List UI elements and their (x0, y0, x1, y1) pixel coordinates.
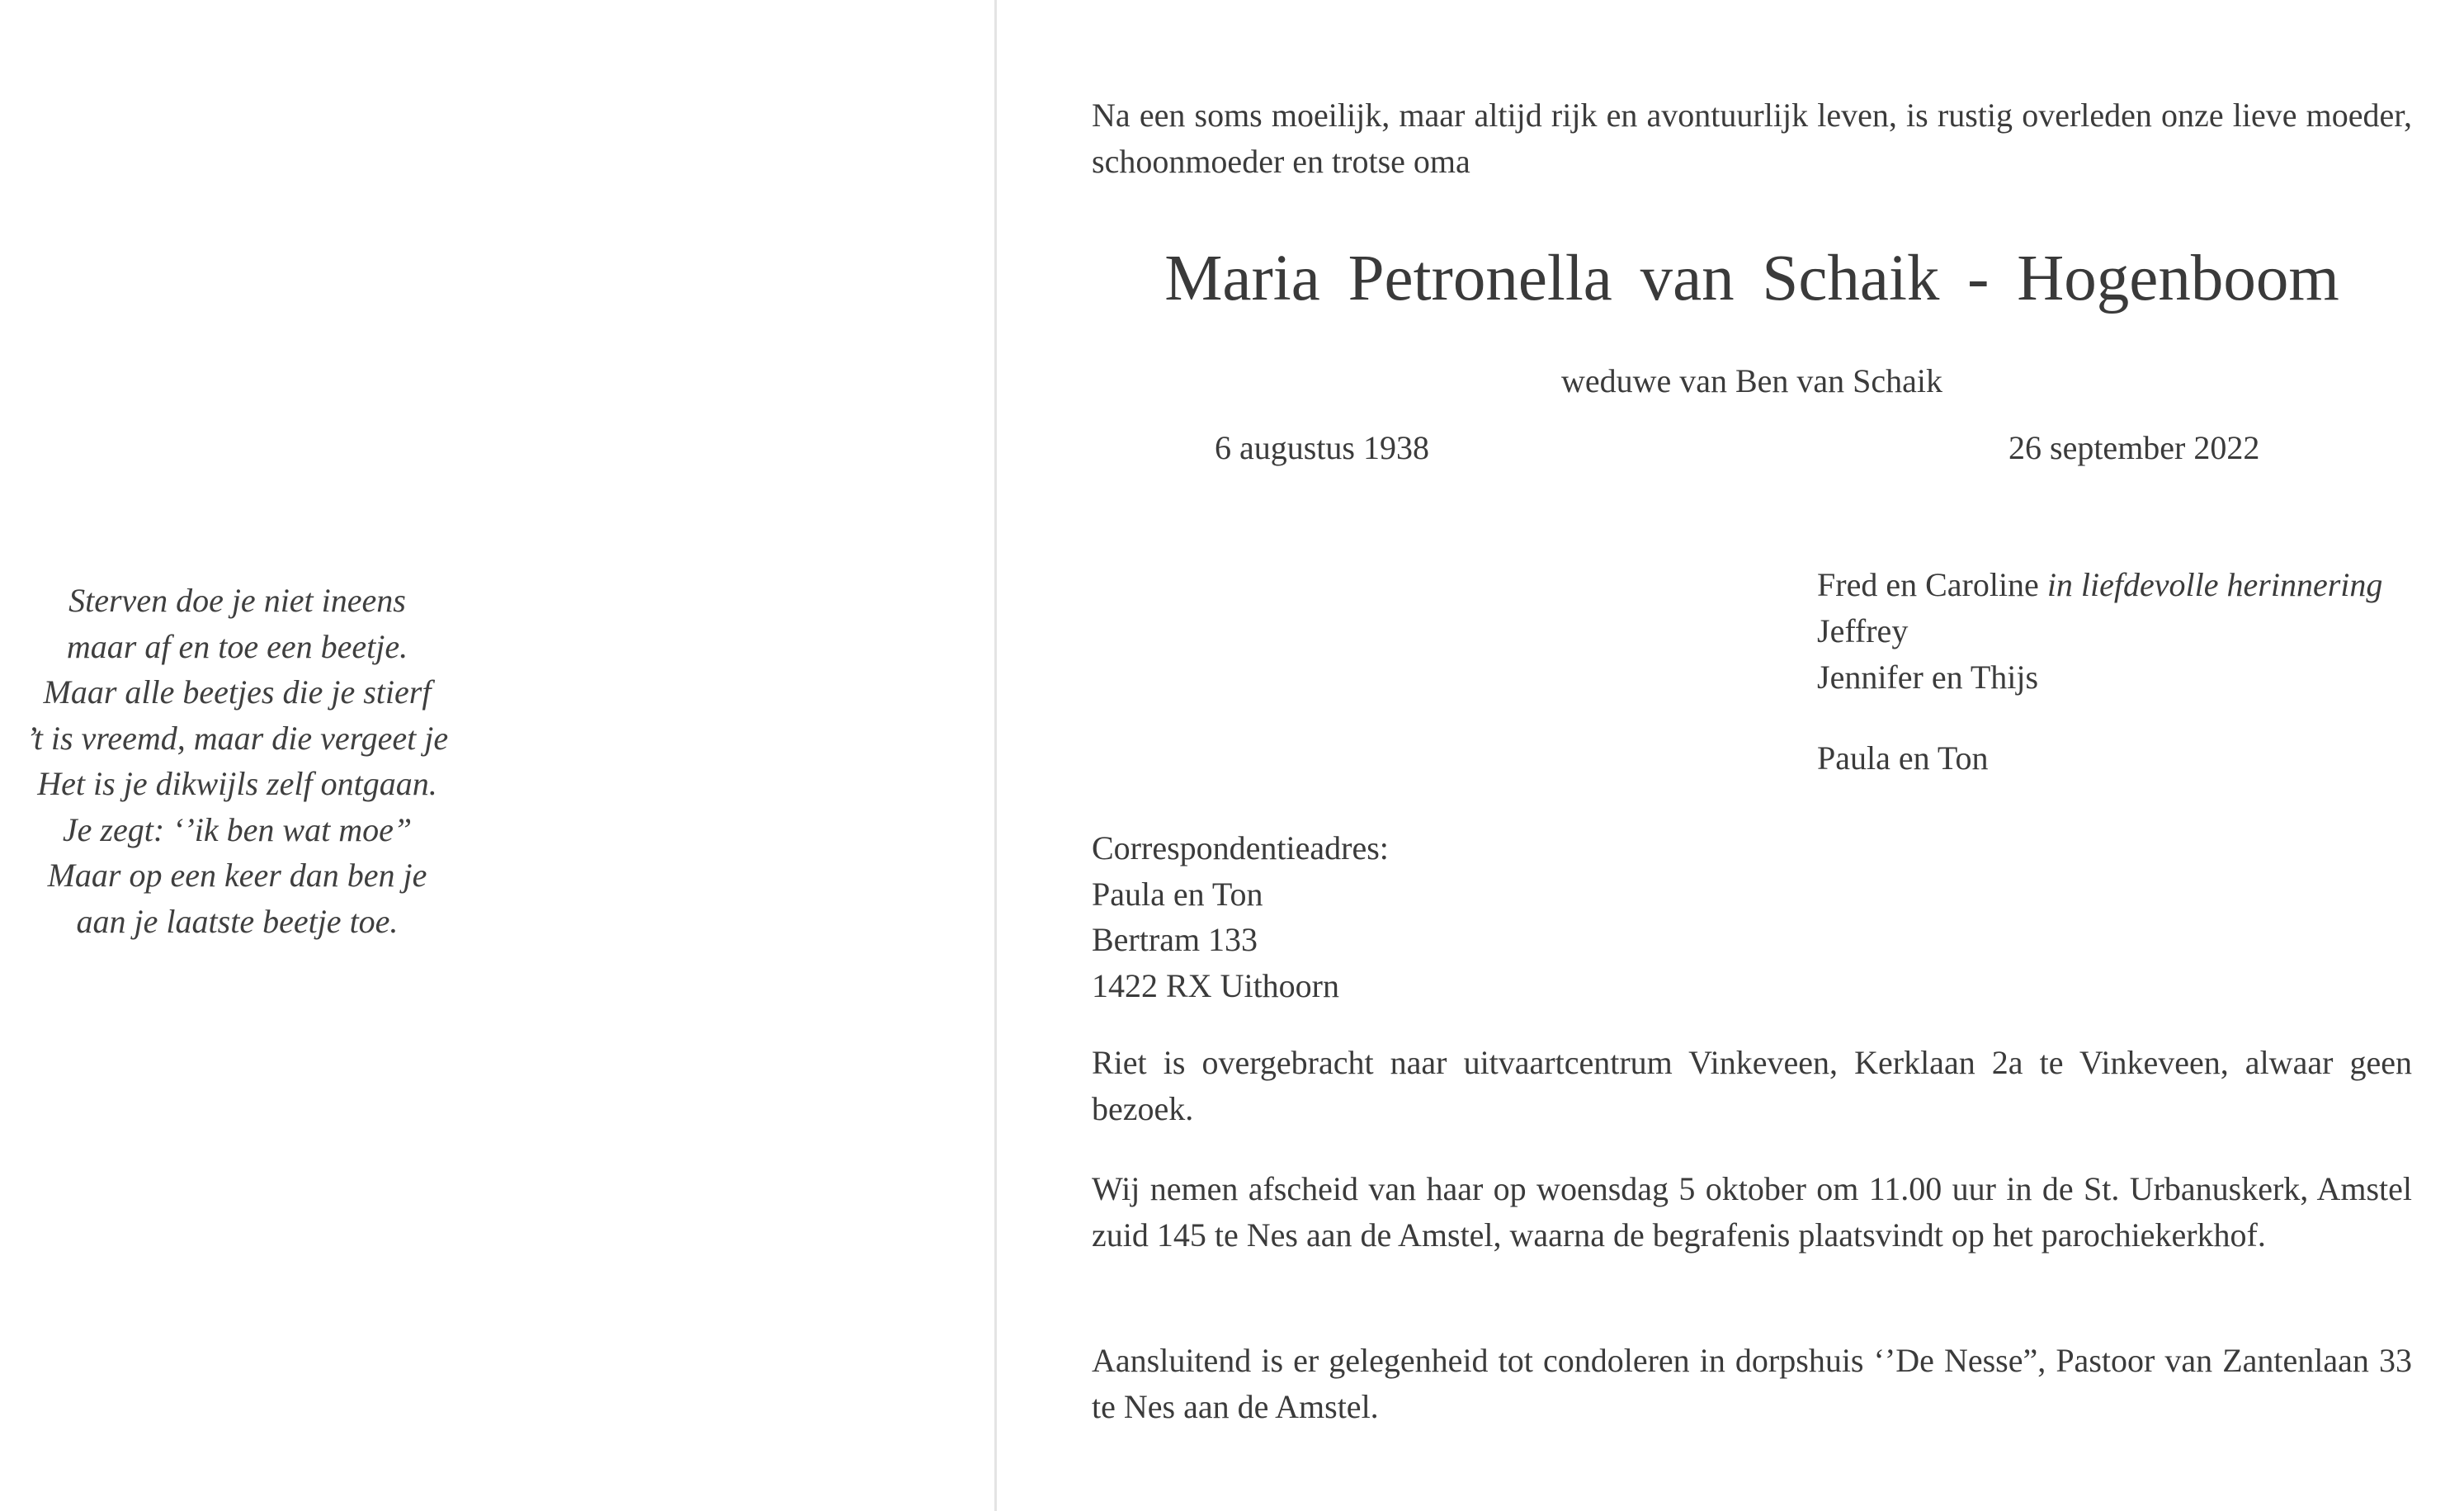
remembrance-note: in liefdevolle herinnering (2046, 566, 2383, 603)
poem-line: aan je laatste beetje toe. (76, 902, 399, 940)
poem-line: Het is je dikwijls zelf ontgaan. (37, 765, 437, 802)
poem-line: Maar alle beetjes die je stierf (43, 673, 432, 711)
poem-line: ’t is vreemd, maar die vergeet je (26, 719, 449, 757)
fold-divider (994, 0, 997, 1511)
farewell-paragraph: Wij nemen afscheid van haar op woensdag 5 oktober om 11.00 uur in de St. Urbanuskerk, Amstel zuid 145 te Nes aan de Amstel, waarna de begrafenis plaatsvindt op het parochiekerkhof. (1092, 1170, 2412, 1254)
poem (0, 578, 474, 944)
condolence-paragraph: Aansluitend is er gelegenheid tot condoleren in dorpshuis ‘’De Nesse”, Pastoor van Zantenlaan 33 te Nes aan de Amstel. (1092, 1342, 2412, 1425)
birth-date: 6 augustus 1938 (1215, 429, 1429, 466)
correspondence-address (1092, 825, 1389, 1008)
poem-line: maar af en toe een beetje. (66, 627, 408, 665)
address-label: Correspondentieadres: (1092, 829, 1389, 866)
transfer-paragraph: Riet is overgebracht naar uitvaartcentrum Vinkeveen, Kerklaan 2a te Vinkeveen, alwaar geen bezoek. (1092, 1044, 2412, 1127)
announcement-intro: Na een soms moeilijk, maar altijd rijk en avontuurlijk leven, is rustig overleden onze lieve moeder, schoonmoeder en trotse oma (1092, 97, 2412, 180)
death-date: 26 september 2022 (2008, 429, 2260, 466)
widow-of-line: weduwe van Ben van Schaik (1560, 362, 1943, 399)
family-row: Jeffrey (1817, 612, 1909, 649)
family-row: Paula en Ton (1817, 739, 1989, 777)
family-names: Fred en Caroline (1817, 566, 2039, 603)
address-street: Bertram 133 (1092, 921, 1258, 958)
address-name: Paula en Ton (1092, 875, 1263, 913)
poem-line: Maar op een keer dan ben je (47, 857, 427, 894)
family-list (1817, 562, 2382, 781)
poem-line: Je zegt: ‘’ik ben wat moe” (62, 810, 413, 848)
poem-line: Sterven doe je niet ineens (68, 582, 406, 619)
deceased-name: Maria Petronella van Schaik - Hogenboom (1164, 243, 2339, 314)
address-city: 1422 RX Uithoorn (1092, 966, 1339, 1004)
family-row: Jennifer en Thijs (1817, 659, 2039, 696)
family-row (1817, 562, 2382, 608)
